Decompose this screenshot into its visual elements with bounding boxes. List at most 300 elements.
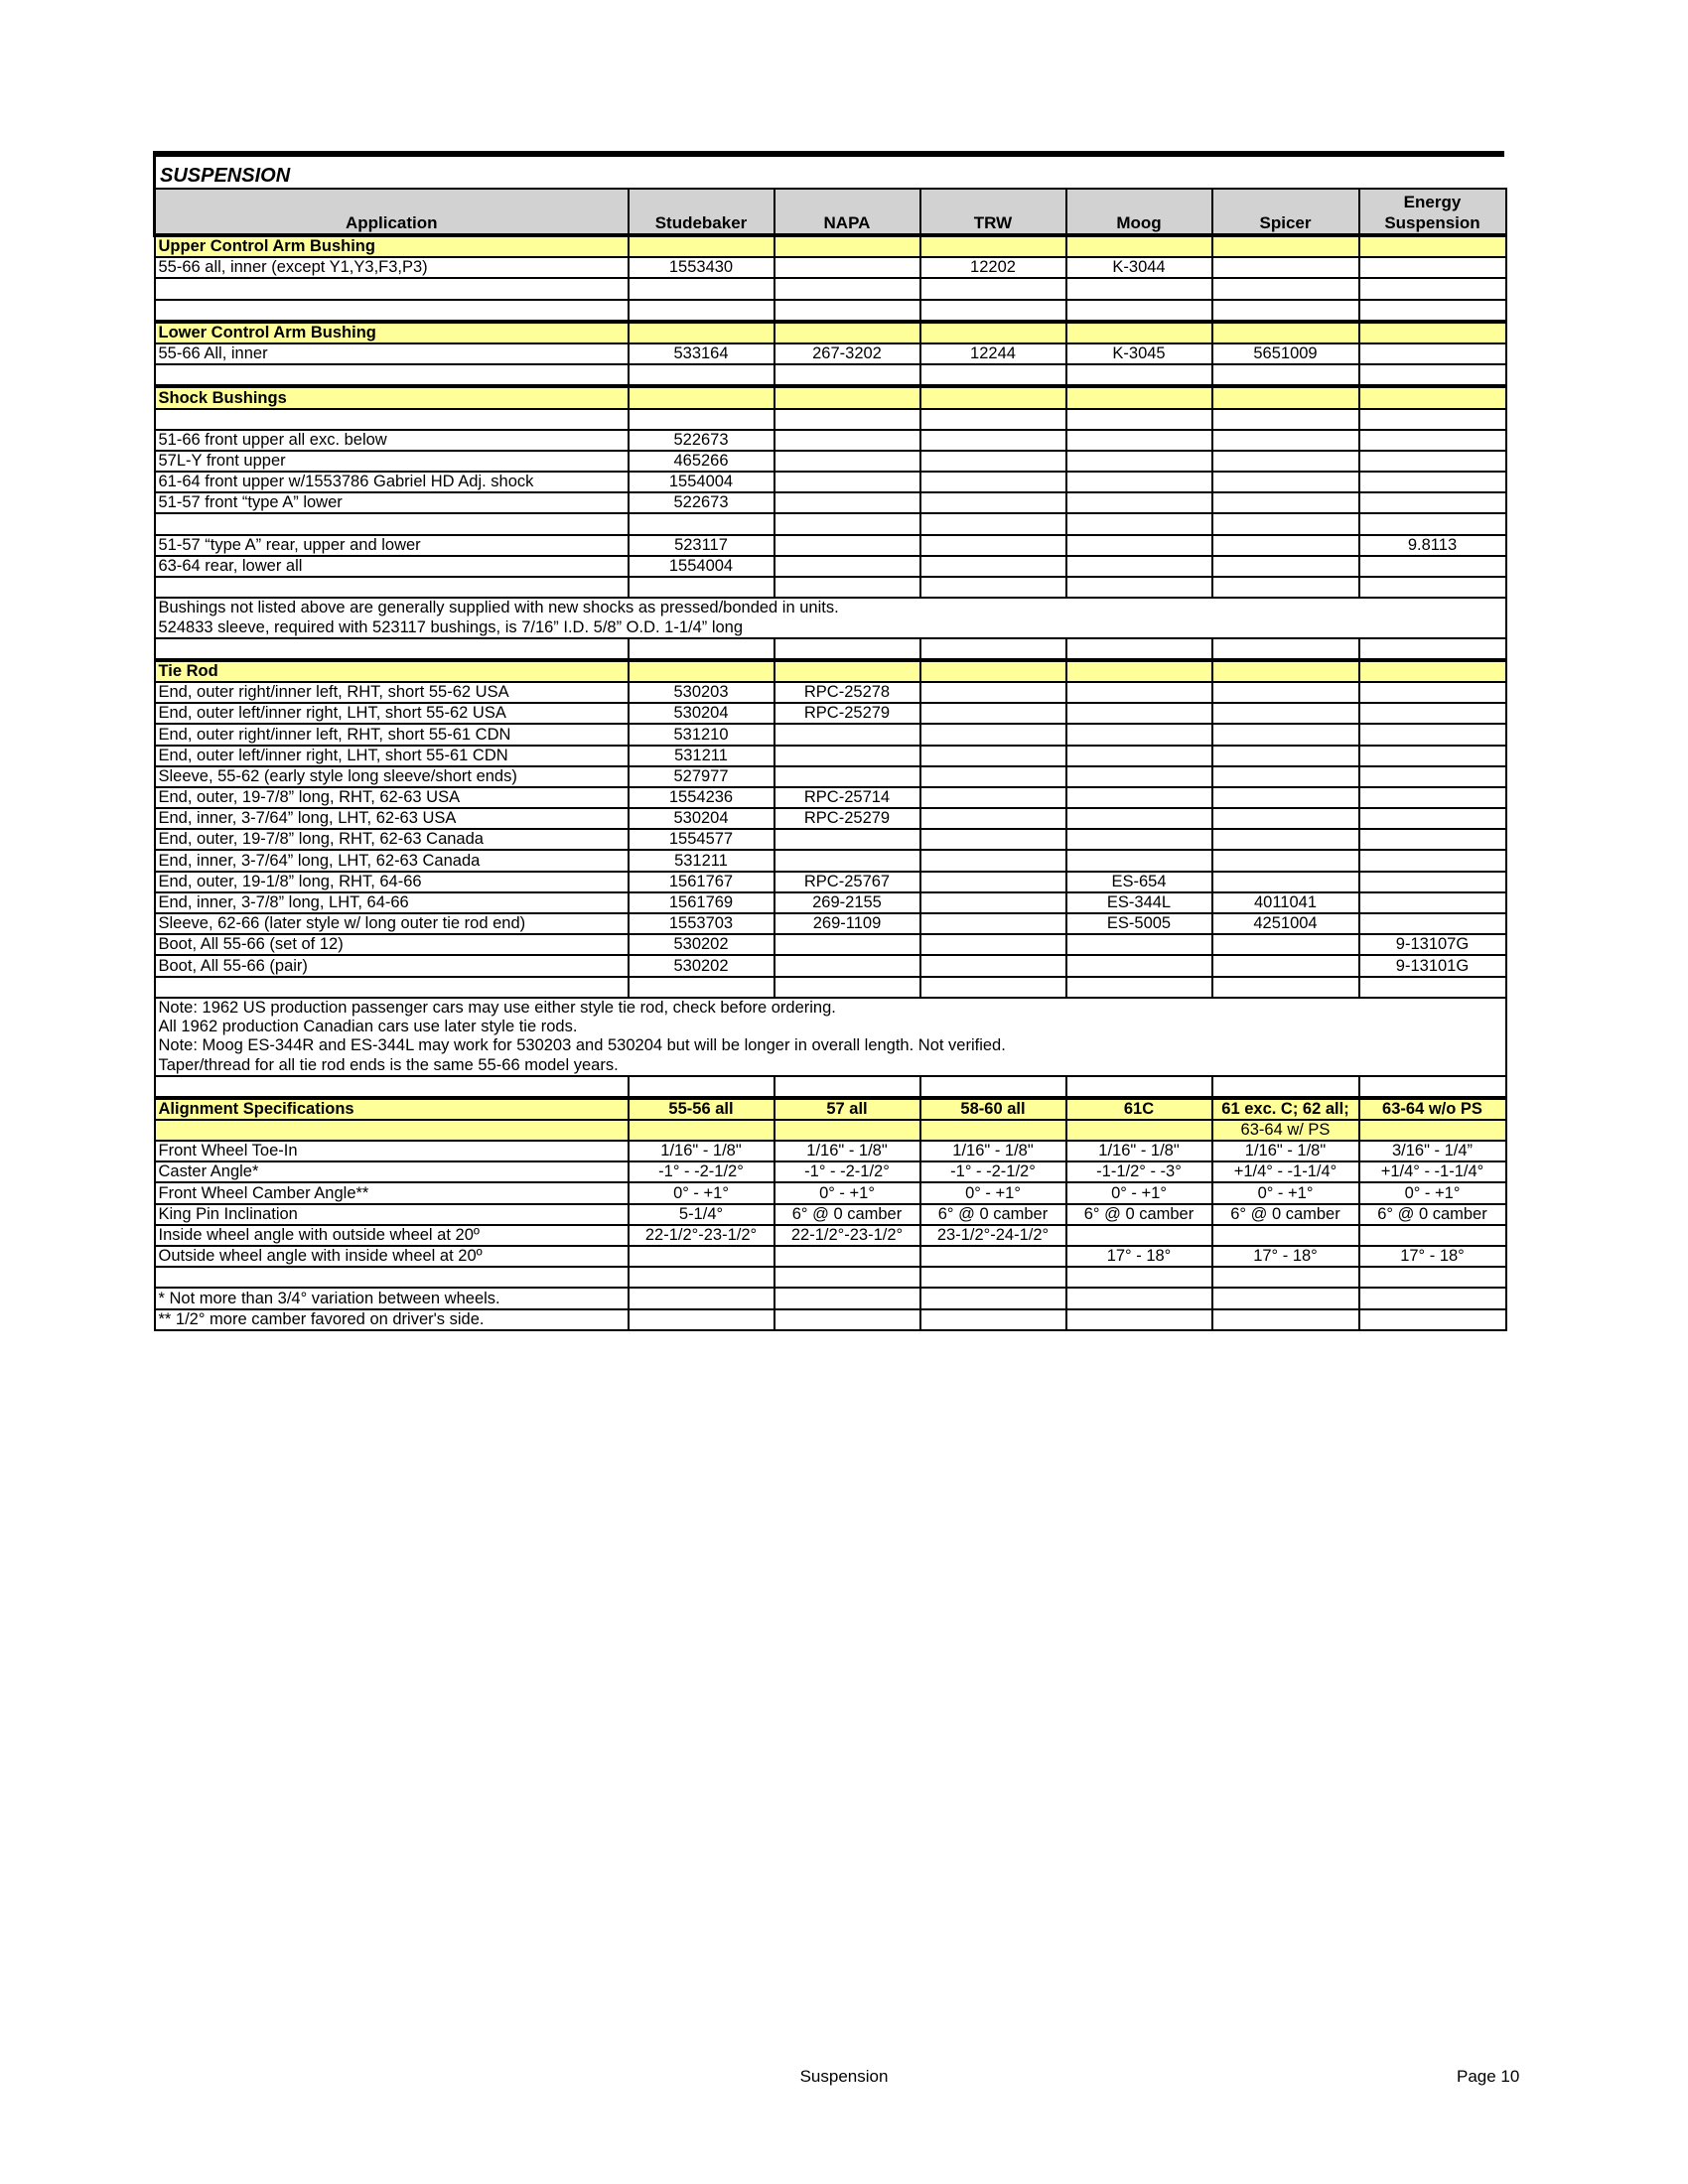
part-number-cell: 6° @ 0 camber — [774, 1204, 920, 1225]
empty-row — [155, 513, 1506, 534]
part-number-cell: 9.8113 — [1359, 535, 1506, 556]
application-cell: King Pin Inclination — [155, 1204, 629, 1225]
application-cell: 55-66 All, inner — [155, 343, 629, 364]
empty-cell — [629, 409, 774, 430]
part-number-cell: 6° @ 0 camber — [1212, 1204, 1359, 1225]
part-number-cell: 527977 — [629, 766, 774, 787]
section-title: Alignment Specifications — [155, 1098, 629, 1120]
part-number-cell: RPC-25278 — [774, 682, 920, 703]
section-lower-control-arm — [155, 322, 1506, 343]
part-number-cell: 269-1109 — [774, 913, 920, 934]
empty-cell — [1359, 1309, 1506, 1330]
part-number-cell — [920, 829, 1066, 850]
part-number-cell — [1066, 766, 1212, 787]
part-number-cell: 530202 — [629, 934, 774, 955]
section-cell — [774, 322, 920, 343]
empty-cell — [920, 513, 1066, 534]
section-cell — [774, 235, 920, 257]
sheet-title: SUSPENSION — [153, 157, 1504, 188]
empty-cell — [1066, 638, 1212, 660]
part-number-cell: 522673 — [629, 430, 774, 451]
table-row — [155, 472, 1506, 492]
note-row — [155, 998, 1506, 1018]
part-number-cell: 1554236 — [629, 787, 774, 808]
part-number-cell — [920, 955, 1066, 976]
section-cell — [629, 660, 774, 682]
table-row — [155, 556, 1506, 577]
part-number-cell: 12202 — [920, 257, 1066, 278]
part-number-cell — [1212, 829, 1359, 850]
part-number-cell: 269-2155 — [774, 892, 920, 913]
application-cell: 57L-Y front upper — [155, 451, 629, 472]
empty-cell — [629, 638, 774, 660]
empty-cell — [774, 977, 920, 998]
part-number-cell — [774, 430, 920, 451]
part-number-cell: -1° - -2-1/2° — [920, 1161, 1066, 1182]
empty-cell — [155, 577, 629, 598]
part-number-cell: 531211 — [629, 746, 774, 766]
empty-cell — [1212, 278, 1359, 299]
empty-cell — [1359, 300, 1506, 322]
empty-cell — [1066, 300, 1212, 322]
part-number-cell — [920, 746, 1066, 766]
empty-cell — [1359, 409, 1506, 430]
application-cell: End, inner, 3-7/64” long, LHT, 62-63 Canada — [155, 850, 629, 871]
empty-cell — [1359, 513, 1506, 534]
part-number-cell — [920, 913, 1066, 934]
part-number-cell: RPC-25767 — [774, 872, 920, 892]
part-number-cell — [774, 850, 920, 871]
table-row — [155, 787, 1506, 808]
note-row — [155, 1036, 1506, 1055]
empty-cell — [1212, 300, 1359, 322]
part-number-cell — [1359, 492, 1506, 513]
alignment-sub-header — [774, 1120, 920, 1141]
application-cell: Sleeve, 55-62 (early style long sleeve/short ends) — [155, 766, 629, 787]
empty-cell — [1066, 1076, 1212, 1098]
part-number-cell — [1212, 472, 1359, 492]
part-number-cell — [1212, 955, 1359, 976]
empty-row — [155, 409, 1506, 430]
section-cell — [1212, 235, 1359, 257]
part-number-cell — [1359, 766, 1506, 787]
section-upper-control-arm — [155, 235, 1506, 257]
section-cell — [629, 235, 774, 257]
footnote-row — [155, 1288, 1506, 1308]
alignment-sub-header — [1066, 1120, 1212, 1141]
table-row — [155, 724, 1506, 745]
part-number-cell: 530204 — [629, 703, 774, 724]
empty-cell — [774, 278, 920, 299]
part-number-cell: 5-1/4° — [629, 1204, 774, 1225]
empty-cell — [629, 278, 774, 299]
empty-cell — [155, 1267, 629, 1288]
section-cell — [920, 660, 1066, 682]
empty-cell — [1066, 409, 1212, 430]
part-number-cell: 0° - +1° — [1359, 1182, 1506, 1203]
table-row — [155, 1141, 1506, 1161]
empty-cell — [920, 1076, 1066, 1098]
part-number-cell — [1066, 492, 1212, 513]
part-number-cell — [1212, 535, 1359, 556]
part-number-cell: 531210 — [629, 724, 774, 745]
table-row — [155, 1225, 1506, 1246]
application-cell: Caster Angle* — [155, 1161, 629, 1182]
empty-cell — [920, 278, 1066, 299]
application-cell: Front Wheel Camber Angle** — [155, 1182, 629, 1203]
part-number-cell: 3/16" - 1/4” — [1359, 1141, 1506, 1161]
table-row — [155, 703, 1506, 724]
section-cell — [1212, 660, 1359, 682]
section-title: Upper Control Arm Bushing — [155, 235, 629, 257]
empty-cell — [774, 1309, 920, 1330]
part-number-cell — [920, 850, 1066, 871]
note-text: Note: Moog ES-344R and ES-344L may work for 530203 and 530204 but will be longer in overall length. Not verified. — [155, 1036, 1506, 1055]
part-number-cell — [920, 892, 1066, 913]
part-number-cell — [1359, 850, 1506, 871]
part-number-cell — [920, 766, 1066, 787]
table-row — [155, 913, 1506, 934]
empty-cell — [920, 300, 1066, 322]
section-cell — [1359, 660, 1506, 682]
empty-row — [155, 1076, 1506, 1098]
empty-cell — [1359, 364, 1506, 386]
empty-cell — [920, 638, 1066, 660]
part-number-cell — [1359, 829, 1506, 850]
section-cell — [629, 322, 774, 343]
alignment-sub-header — [1359, 1120, 1506, 1141]
empty-cell — [155, 513, 629, 534]
part-number-cell: 523117 — [629, 535, 774, 556]
part-number-cell: 6° @ 0 camber — [920, 1204, 1066, 1225]
part-number-cell — [920, 808, 1066, 829]
alignment-column-header: 55-56 all — [629, 1098, 774, 1120]
part-number-cell: 1554577 — [629, 829, 774, 850]
alignment-column-header: 61C — [1066, 1098, 1212, 1120]
application-cell: End, outer, 19-7/8” long, RHT, 62-63 USA — [155, 787, 629, 808]
empty-cell — [1066, 278, 1212, 299]
footnote-row — [155, 1309, 1506, 1330]
part-number-cell: 1561767 — [629, 872, 774, 892]
application-cell: Inside wheel angle with outside wheel at 20º — [155, 1225, 629, 1246]
part-number-cell: RPC-25714 — [774, 787, 920, 808]
part-number-cell: ES-344L — [1066, 892, 1212, 913]
section-cell — [1066, 235, 1212, 257]
table-row — [155, 1246, 1506, 1267]
alignment-column-header: 58-60 all — [920, 1098, 1066, 1120]
application-cell: 55-66 all, inner (except Y1,Y3,F3,P3) — [155, 257, 629, 278]
note-text: All 1962 production Canadian cars use later style tie rods. — [155, 1018, 1506, 1036]
empty-cell — [920, 364, 1066, 386]
column-header: TRW — [920, 189, 1066, 235]
part-number-cell — [920, 492, 1066, 513]
note-row — [155, 1055, 1506, 1075]
part-number-cell — [920, 430, 1066, 451]
part-number-cell: 9-13101G — [1359, 955, 1506, 976]
part-number-cell — [1359, 892, 1506, 913]
part-number-cell — [1066, 1225, 1212, 1246]
part-number-cell — [1066, 430, 1212, 451]
part-number-cell: 17° - 18° — [1212, 1246, 1359, 1267]
part-number-cell: 1561769 — [629, 892, 774, 913]
empty-cell — [1359, 1288, 1506, 1308]
part-number-cell: 530204 — [629, 808, 774, 829]
section-alignment — [155, 1098, 1506, 1120]
part-number-cell — [774, 472, 920, 492]
application-cell: 51-57 “type A” rear, upper and lower — [155, 535, 629, 556]
part-number-cell — [1212, 724, 1359, 745]
column-header: Studebaker — [629, 189, 774, 235]
note-text: 524833 sleeve, required with 523117 bushings, is 7/16” I.D. 5/8” O.D. 1-1/4” long — [155, 617, 1506, 637]
empty-cell — [1066, 977, 1212, 998]
empty-cell — [920, 1267, 1066, 1288]
table-row — [155, 766, 1506, 787]
part-number-cell — [920, 724, 1066, 745]
part-number-cell: 1553703 — [629, 913, 774, 934]
part-number-cell: 1554004 — [629, 472, 774, 492]
section-tie-rod — [155, 660, 1506, 682]
application-cell: Front Wheel Toe-In — [155, 1141, 629, 1161]
part-number-cell — [920, 472, 1066, 492]
part-number-cell — [1066, 682, 1212, 703]
footer-section-name: Suspension — [799, 2067, 889, 2086]
part-number-cell — [1359, 1225, 1506, 1246]
empty-row — [155, 638, 1506, 660]
table-row — [155, 451, 1506, 472]
part-number-cell: 5651009 — [1212, 343, 1359, 364]
empty-cell — [629, 1076, 774, 1098]
application-cell: 51-57 front “type A” lower — [155, 492, 629, 513]
table-row — [155, 492, 1506, 513]
empty-cell — [155, 638, 629, 660]
empty-cell — [1212, 1288, 1359, 1308]
empty-cell — [1212, 409, 1359, 430]
part-number-cell: 0° - +1° — [629, 1182, 774, 1203]
part-number-cell: +1/4° - -1-1/4° — [1359, 1161, 1506, 1182]
table-row — [155, 829, 1506, 850]
application-cell: Sleeve, 62-66 (later style w/ long outer tie rod end) — [155, 913, 629, 934]
part-number-cell: 6° @ 0 camber — [1066, 1204, 1212, 1225]
table-row — [155, 343, 1506, 364]
empty-cell — [774, 1267, 920, 1288]
part-number-cell — [1359, 746, 1506, 766]
section-cell — [1359, 322, 1506, 343]
part-number-cell — [1212, 850, 1359, 871]
alignment-column-header: 57 all — [774, 1098, 920, 1120]
part-number-cell — [1359, 808, 1506, 829]
table-row — [155, 892, 1506, 913]
empty-row — [155, 300, 1506, 322]
empty-cell — [1212, 513, 1359, 534]
table-row — [155, 746, 1506, 766]
alignment-sub-header — [920, 1120, 1066, 1141]
note-text: Taper/thread for all tie rod ends is the same 55-66 model years. — [155, 1055, 1506, 1075]
part-number-cell: 1/16" - 1/8" — [629, 1141, 774, 1161]
part-number-cell — [920, 1246, 1066, 1267]
alignment-sub-header — [629, 1120, 774, 1141]
application-cell: 61-64 front upper w/1553786 Gabriel HD Adj. shock — [155, 472, 629, 492]
section-cell — [920, 386, 1066, 408]
empty-cell — [920, 577, 1066, 598]
part-number-cell: +1/4° - -1-1/4° — [1212, 1161, 1359, 1182]
empty-cell — [1359, 1267, 1506, 1288]
part-number-cell: -1° - -2-1/2° — [774, 1161, 920, 1182]
part-number-cell: 22-1/2°-23-1/2° — [629, 1225, 774, 1246]
empty-cell — [774, 1076, 920, 1098]
part-number-cell: 23-1/2°-24-1/2° — [920, 1225, 1066, 1246]
section-cell — [1359, 235, 1506, 257]
empty-cell — [1066, 1309, 1212, 1330]
application-cell: End, outer, 19-1/8” long, RHT, 64-66 — [155, 872, 629, 892]
empty-row — [155, 364, 1506, 386]
part-number-cell: 465266 — [629, 451, 774, 472]
section-shock-bushings — [155, 386, 1506, 408]
part-number-cell: RPC-25279 — [774, 808, 920, 829]
part-number-cell: 1/16" - 1/8" — [774, 1141, 920, 1161]
part-number-cell — [920, 451, 1066, 472]
part-number-cell — [920, 535, 1066, 556]
footer-page-number: Page 10 — [1457, 2067, 1520, 2086]
part-number-cell: 4251004 — [1212, 913, 1359, 934]
part-number-cell: 4011041 — [1212, 892, 1359, 913]
application-cell: Boot, All 55-66 (pair) — [155, 955, 629, 976]
application-cell: End, inner, 3-7/8” long, LHT, 64-66 — [155, 892, 629, 913]
section-cell — [1066, 322, 1212, 343]
part-number-cell — [1359, 913, 1506, 934]
part-number-cell: K-3044 — [1066, 257, 1212, 278]
column-header: Application — [155, 189, 629, 235]
part-number-cell: 17° - 18° — [1359, 1246, 1506, 1267]
part-number-cell — [1212, 703, 1359, 724]
part-number-cell: 530203 — [629, 682, 774, 703]
part-number-cell — [1066, 808, 1212, 829]
part-number-cell: 1554004 — [629, 556, 774, 577]
empty-cell — [1212, 638, 1359, 660]
alignment-column-header: 61 exc. C; 62 all; — [1212, 1098, 1359, 1120]
empty-cell — [629, 577, 774, 598]
alignment-sub-header: 63-64 w/ PS — [1212, 1120, 1359, 1141]
part-number-cell — [1359, 703, 1506, 724]
empty-cell — [1066, 1288, 1212, 1308]
section-cell — [1359, 386, 1506, 408]
empty-cell — [629, 513, 774, 534]
table-row — [155, 1161, 1506, 1182]
empty-cell — [1212, 1309, 1359, 1330]
empty-cell — [155, 1076, 629, 1098]
section-title: Shock Bushings — [155, 386, 629, 408]
part-number-cell: 9-13107G — [1359, 934, 1506, 955]
note-row — [155, 598, 1506, 617]
section-cell — [1066, 386, 1212, 408]
part-number-cell — [774, 451, 920, 472]
part-number-cell — [1359, 451, 1506, 472]
part-number-cell: 267-3202 — [774, 343, 920, 364]
part-number-cell — [1212, 682, 1359, 703]
part-number-cell: 530202 — [629, 955, 774, 976]
part-number-cell: K-3045 — [1066, 343, 1212, 364]
part-number-cell — [774, 556, 920, 577]
alignment-subheader — [155, 1120, 1506, 1141]
part-number-cell: 0° - +1° — [1066, 1182, 1212, 1203]
empty-cell — [920, 1288, 1066, 1308]
part-number-cell — [1066, 724, 1212, 745]
part-number-cell — [920, 703, 1066, 724]
empty-cell — [774, 513, 920, 534]
part-number-cell — [1066, 934, 1212, 955]
part-number-cell — [920, 787, 1066, 808]
part-number-cell — [1359, 257, 1506, 278]
section-cell — [1066, 660, 1212, 682]
empty-cell — [1066, 1267, 1212, 1288]
footnote-text: ** 1/2° more camber favored on driver's side. — [155, 1309, 629, 1330]
section-cell — [1212, 386, 1359, 408]
part-number-cell — [1066, 787, 1212, 808]
empty-cell — [774, 638, 920, 660]
part-number-cell: 1/16" - 1/8" — [920, 1141, 1066, 1161]
application-cell: End, inner, 3-7/64” long, LHT, 62-63 USA — [155, 808, 629, 829]
table-row — [155, 1204, 1506, 1225]
note-text: Note: 1962 US production passenger cars may use either style tie rod, check before ordering. — [155, 998, 1506, 1018]
part-number-cell — [1212, 746, 1359, 766]
alignment-column-header: 63-64 w/o PS — [1359, 1098, 1506, 1120]
part-number-cell: RPC-25279 — [774, 703, 920, 724]
section-cell — [1212, 322, 1359, 343]
section-title: Tie Rod — [155, 660, 629, 682]
note-row — [155, 1018, 1506, 1036]
part-number-cell — [1359, 787, 1506, 808]
part-number-cell — [1212, 556, 1359, 577]
part-number-cell: 533164 — [629, 343, 774, 364]
empty-row — [155, 278, 1506, 299]
part-number-cell: ES-5005 — [1066, 913, 1212, 934]
table-row — [155, 872, 1506, 892]
part-number-cell — [1359, 430, 1506, 451]
column-header: Moog — [1066, 189, 1212, 235]
empty-cell — [155, 364, 629, 386]
application-cell: End, outer right/inner left, RHT, short 55-61 CDN — [155, 724, 629, 745]
part-number-cell — [1359, 556, 1506, 577]
application-cell: Outside wheel angle with inside wheel at 20º — [155, 1246, 629, 1267]
part-number-cell — [1212, 766, 1359, 787]
table-row — [155, 535, 1506, 556]
empty-cell — [1212, 364, 1359, 386]
part-number-cell: -1° - -2-1/2° — [629, 1161, 774, 1182]
table-row — [155, 808, 1506, 829]
empty-cell — [629, 1267, 774, 1288]
part-number-cell — [774, 257, 920, 278]
table-row — [155, 430, 1506, 451]
part-number-cell — [1066, 955, 1212, 976]
part-number-cell — [774, 829, 920, 850]
part-number-cell — [1066, 746, 1212, 766]
part-number-cell — [920, 872, 1066, 892]
part-number-cell — [1212, 257, 1359, 278]
part-number-cell — [774, 766, 920, 787]
empty-cell — [1212, 1267, 1359, 1288]
part-number-cell: 12244 — [920, 343, 1066, 364]
part-number-cell — [1066, 472, 1212, 492]
parts-table — [153, 188, 1507, 1331]
application-cell: End, outer left/inner right, LHT, short 55-61 CDN — [155, 746, 629, 766]
section-cell — [629, 386, 774, 408]
part-number-cell: 22-1/2°-23-1/2° — [774, 1225, 920, 1246]
table-row — [155, 934, 1506, 955]
table-row — [155, 257, 1506, 278]
empty-cell — [1359, 577, 1506, 598]
table-row — [155, 850, 1506, 871]
empty-row — [155, 977, 1506, 998]
part-number-cell — [774, 1246, 920, 1267]
